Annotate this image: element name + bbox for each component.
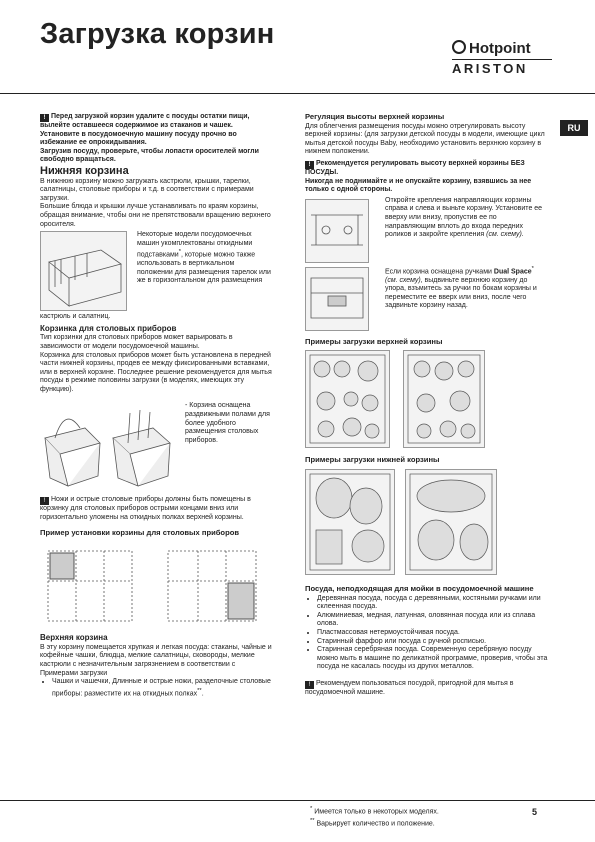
body-text: В нижнюю корзину можно загружать кастрюли, крышки, тарелки, салатницы, столовые приборы и т.д. в соответствии с примерами загрузки. [40, 177, 254, 202]
warning-icon: ! [305, 161, 314, 169]
left-column [40, 113, 272, 699]
warning-text: Загрузив посуду, проверьте, чтобы лопасти оросителей могли свободно вращаться. [40, 147, 259, 164]
list-item: • Старинная серебряная посуда. Современную серебряную посуду можно мыть в машине по деликатной программе, проверив, чтобы эта посуда не касалась посуды из других металлов. [317, 646, 548, 672]
hotpoint-logo-icon [452, 40, 552, 57]
warning-icon: ! [40, 114, 49, 122]
body-text: В эту корзину помещается хрупкая и легкая посуда: стаканы, чайные и кофейные чашки, блюдца, мелкие салатницы, сковороды, мелкие кастрюли с незначительным загрязнением в соответствии с Примерами загрузки [40, 643, 272, 677]
upper-load-example-1 [305, 350, 390, 448]
list-item: • Деревянная посуда, посуда с деревянными, костяными ручками или склеенная посуда. [317, 595, 548, 612]
header-divider [0, 93, 595, 94]
warning-icon: ! [305, 681, 314, 689]
warning-icon: ! [40, 497, 49, 505]
body-text: Откройте крепления направляющих корзины справа и слева и выньте корзину. Установите ее вверху или внизу, пропустив ее по направляющим вплоть до входа передних роликов и закройте крепления (см. схему). [385, 196, 543, 239]
cutlery-example-image-2 [160, 541, 265, 626]
cutlery-basket-sliding-image [108, 398, 178, 488]
page-title: Загрузка корзин [40, 18, 275, 50]
warning-text: Ножи и острые столовые приборы должны быть помещены в корзинку для столовых приборов острыми концами вниз или горизонтально уложены на откидных полках верхней корзины. [40, 496, 251, 522]
body-text: Для облегчения размещения посуды можно отрегулировать высоту верхней корзины: (для загрузки детской посуды в модели, имеющие цикл мытья детской посуды Baby, необходимо установить верхнюю корзину в нижнем положении. [305, 122, 545, 156]
body-text: Если корзина оснащена ручками Dual Space* (см. схему), выдвиньте верхнюю корзину до упора, взъмитесь за ручки по бокам корзины и переместите ее вверх или вниз, после чего задвиньте корзину назад. [385, 265, 537, 310]
lower-load-example-2 [405, 469, 497, 575]
basket-rails-image [305, 199, 369, 263]
cutlery-example-heading: Пример установки корзины для столовых приборов [40, 527, 240, 537]
body-text: - Корзина оснащена раздвижными полами для более удобного размещения столовых приборов. [185, 402, 270, 444]
body-text: кастрюль и салатниц. [40, 313, 111, 321]
height-heading: Регуляция высоты верхней корзины [305, 112, 445, 121]
cutlery-basket-image [40, 398, 105, 488]
warning-text: Установите в посудомоечную машину посуду прочно во избежание ее опрокидывания. [40, 130, 237, 147]
footnote-2: ** Варьирует количество и положение. [310, 818, 435, 828]
footnote-1: * Имеется только в некоторых моделях. [310, 806, 439, 816]
lower-examples-heading: Примеры загрузки нижней корзины [305, 455, 440, 465]
logo-brand: Hotpoint [469, 40, 531, 57]
body-text: Некоторые модели посудомоечных машин укомплектованы откидными подставками*, которые можно также использовать в вертикальном положении для размещения тарелок или же в горизонтальном для размещения [137, 231, 271, 285]
brand-logo [452, 40, 552, 76]
upper-examples-heading: Примеры загрузки верхней корзины [305, 336, 443, 346]
list-item: • Старинный фарфор или посуда с ручной росписью. [317, 638, 548, 647]
upper-basket-list [40, 678, 272, 699]
language-tab[interactable]: RU [560, 120, 588, 136]
footer-divider [0, 800, 595, 801]
warning-text: Перед загрузкой корзин удалите с посуды остатки пищи, вылейте оставшееся содержимое из стаканов и чашек. [40, 113, 250, 129]
right-column [305, 113, 548, 697]
lower-load-example-1 [305, 469, 395, 575]
unsuitable-heading: Посуда, неподходящая для мойки в посудомоечной машине [305, 583, 534, 593]
list-item: • Алюминиевая, медная, латунная, оловянная посуда или из сплава олова. [317, 612, 548, 629]
warning-text: Никогда не поднимайте и не опускайте корзину, взявшись за нее только с одной стороны. [305, 177, 532, 194]
cutlery-heading: Корзинка для столовых приборов [40, 323, 177, 333]
warning-text: Рекомендуем пользоваться посудой, пригодной для мытья в посудомоечной машине. [305, 679, 514, 696]
logo-sub: ARISTON [452, 59, 552, 76]
body-text: Тип корзинки для столовых приборов может варьировать в зависимости от модели посудомоечной машины. [40, 334, 233, 350]
page-number: 5 [532, 807, 538, 817]
lower-basket-image [40, 231, 127, 311]
unsuitable-list [305, 595, 548, 672]
upper-basket-heading: Верхняя корзина [40, 633, 108, 643]
dual-space-image [305, 267, 369, 331]
list-item: • Пластмассовая нетермоустойчивая посуда. [317, 629, 548, 638]
upper-load-example-2 [403, 350, 485, 448]
cutlery-example-image-1 [40, 541, 140, 626]
list-item: • Чашки и чашечки, Длинные и острые ножи, разделочные столовые приборы: разместите их на откидных полках**. [52, 678, 272, 699]
warning-text: Рекомендуется регулировать высоту верхней корзины БЕЗ ПОСУДЫ. [305, 159, 525, 176]
lower-basket-heading: Нижняя корзина [40, 164, 129, 177]
body-text: Корзинка для столовых приборов может быть установлена в передней части нижней корзины, продев ее между фиксированными вставками, или в верхней корзине. Последнее решение рекомендуется для мытья посуды в режиме половины загрузки (в моделях, имеющих эту функцию). [40, 351, 272, 393]
body-text: Большие блюда и крышки лучше устанавливать по краям корзины, обращая внимание, чтобы они не препятствовали вращению верхнего оросителя. [40, 203, 271, 228]
